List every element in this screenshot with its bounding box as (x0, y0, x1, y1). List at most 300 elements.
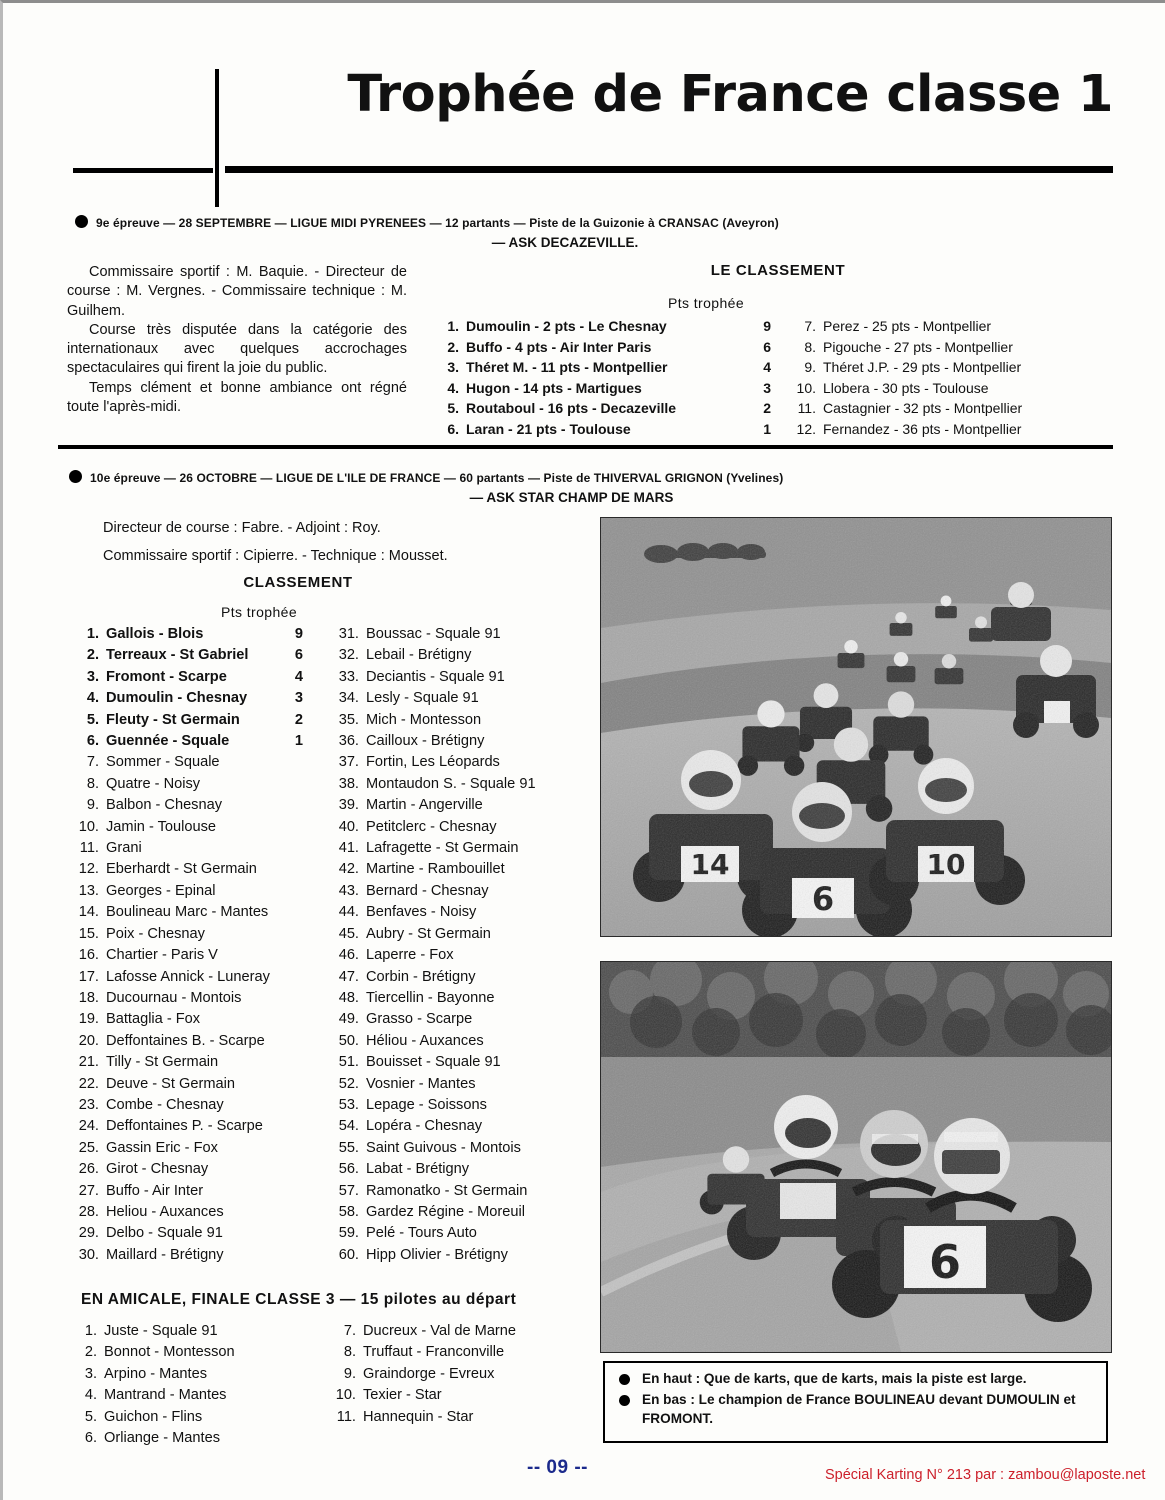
driver-entry: Quatre - Noisy (106, 775, 201, 792)
event10-official-1: Directeur de course : Fabre. - Adjoint : Roy. (103, 520, 381, 536)
rank-number: 11. (797, 400, 816, 417)
event9-report-p1: Course très disputée dans la catégorie des internationaux avec quelques accrochages spectaculaires qui firent la joie du public. (67, 321, 407, 377)
event9-header-line1: e épreuve — 28 SEPTEMBRE — LIGUE MIDI PYRENEES — 12 partants — Piste de la Guizonie à CRANSAC (Aveyron) (102, 216, 779, 230)
driver-entry: Grani (106, 840, 142, 857)
list-item (69, 1428, 319, 1449)
amicale-title: EN AMICALE, FINALE CLASSE 3 — 15 pilotes au départ (81, 1291, 517, 1308)
driver-entry: Aubry - St Germain (366, 925, 491, 942)
list-item (788, 316, 1118, 337)
list-item (71, 1009, 303, 1030)
list-item (331, 731, 591, 752)
driver-entry: Georges - Epinal (106, 882, 216, 899)
driver-entry: Eberhardt - St Germain (106, 861, 257, 878)
list-item (71, 1181, 303, 1202)
rank-number: 12. (78, 861, 99, 878)
list-item (331, 1074, 591, 1095)
driver-entry: Laran - 21 pts - Toulouse (466, 420, 631, 437)
list-item (331, 859, 591, 880)
list-item (71, 1095, 303, 1116)
list-item (328, 1364, 588, 1385)
list-item (71, 688, 303, 709)
page-title: Trophée de France classe 1 (347, 65, 1113, 124)
photo-top (600, 517, 1112, 937)
list-item (71, 1031, 303, 1052)
list-item (788, 419, 1118, 440)
rank-number: 45. (338, 925, 359, 942)
page-number: -- 09 -- (527, 1457, 588, 1478)
driver-entry: Maillard - Brétigny (106, 1246, 224, 1263)
driver-entry: Chartier - Paris V (106, 947, 218, 964)
list-item (71, 1223, 303, 1244)
rank-number: 12. (796, 420, 816, 437)
svg-text:10: 10 (926, 848, 966, 881)
rank-number: 31. (338, 626, 359, 642)
list-item (71, 1074, 303, 1095)
scan-credit: Spécial Karting N° 213 par : zambou@laposte.net (825, 1467, 1146, 1483)
rank-number: 27. (78, 1182, 99, 1199)
rank-number: 44. (338, 904, 359, 921)
event9-report (67, 263, 407, 417)
driver-entry: Dumoulin - Chesnay (106, 690, 248, 707)
driver-entry: Martine - Rambouillet (366, 861, 505, 878)
trophy-points: 3 (294, 690, 303, 707)
list-item (788, 337, 1118, 358)
list-item (331, 1031, 591, 1052)
driver-entry: Deciantis - Squale 91 (366, 668, 505, 685)
driver-entry: Gallois - Blois (106, 626, 204, 642)
event10-header (69, 468, 1114, 507)
driver-entry: Buffo - Air Inter (106, 1182, 204, 1199)
list-item (331, 1181, 591, 1202)
driver-entry: Martin - Angerville (366, 797, 483, 814)
driver-entry: Fleuty - St Germain (106, 711, 240, 728)
list-item (331, 1223, 591, 1244)
rank-number: 33. (338, 668, 359, 685)
rank-number: 7. (343, 1323, 356, 1339)
driver-entry: Mantrand - Mantes (104, 1387, 227, 1404)
driver-entry: Ducreux - Val de Marne (363, 1323, 517, 1339)
svg-text:6: 6 (811, 880, 835, 918)
trophy-points: 6 (763, 338, 771, 355)
list-item (331, 902, 591, 923)
rank-number: 5. (86, 711, 99, 728)
rank-number: 52. (338, 1075, 359, 1092)
rank-number: 5. (84, 1408, 97, 1425)
list-item (331, 988, 591, 1009)
trophy-points: 9 (763, 318, 771, 334)
driver-entry: Combe - Chesnay (106, 1096, 224, 1113)
rank-number: 5. (447, 400, 459, 417)
driver-entry: Laperre - Fox (366, 947, 454, 964)
event10-results-right (331, 624, 591, 1266)
driver-entry: Orliange - Mantes (104, 1430, 220, 1447)
list-item (328, 1321, 588, 1342)
rank-number: 30. (78, 1246, 99, 1263)
rank-number: 6. (447, 420, 459, 437)
rank-number: 39. (338, 797, 359, 814)
rank-number: 51. (338, 1054, 359, 1071)
driver-entry: Routaboul - 16 pts - Decazeville (466, 400, 677, 417)
event9-results-left (431, 316, 771, 440)
list-item (331, 967, 591, 988)
driver-entry: Gassin Eric - Fox (106, 1139, 218, 1156)
rank-number: 60. (338, 1246, 359, 1263)
list-item (71, 967, 303, 988)
svg-text:6: 6 (928, 1235, 962, 1289)
rank-number: 9. (804, 359, 816, 376)
rank-number: 4. (447, 379, 459, 396)
list-item (431, 337, 771, 358)
rank-number: 11. (336, 1408, 356, 1425)
masthead (63, 61, 1113, 211)
list-item (71, 902, 303, 923)
event9-header-line2: — ASK DECAZEVILLE. (491, 234, 639, 250)
rank-number: 4. (86, 690, 99, 707)
rank-number: 4. (84, 1387, 97, 1404)
rank-number: 6. (84, 1430, 97, 1447)
driver-entry: Théret M. - 11 pts - Montpellier (466, 359, 668, 376)
list-item (331, 667, 591, 688)
list-item (71, 838, 303, 859)
driver-entry: Arpino - Mantes (104, 1365, 208, 1382)
driver-entry: Hugon - 14 pts - Martigues (466, 379, 642, 396)
list-item (788, 378, 1118, 399)
list-item (331, 1095, 591, 1116)
trophy-points: 2 (763, 400, 771, 417)
rank-number: 37. (338, 754, 359, 771)
list-item (331, 688, 591, 709)
rank-number: 3. (86, 668, 99, 685)
rank-number: 2. (447, 338, 459, 355)
trophy-points: 1 (294, 733, 303, 750)
driver-entry: Terreaux - St Gabriel (106, 647, 249, 664)
trophy-points: 2 (294, 711, 303, 728)
driver-entry: Texier - Star (363, 1387, 442, 1404)
list-item (71, 945, 303, 966)
list-item (331, 774, 591, 795)
rank-number: 19. (78, 1011, 99, 1028)
list-item (71, 645, 303, 666)
rank-number: 13. (78, 882, 99, 899)
rank-number: 7. (804, 318, 816, 334)
caption-top: En haut : Que de karts, que de karts, mais la piste est large. (642, 1371, 1027, 1386)
rank-number: 6. (86, 733, 99, 750)
driver-entry: Ducournau - Montois (106, 989, 242, 1006)
driver-entry: Llobera - 30 pts - Toulouse (823, 379, 989, 396)
event9-classement-title: LE CLASSEMENT (710, 262, 846, 279)
list-item (331, 924, 591, 945)
rank-number: 38. (338, 775, 359, 792)
rank-number: 57. (338, 1182, 359, 1199)
event9-results-right (788, 316, 1118, 440)
list-item (331, 624, 591, 645)
rank-number: 41. (338, 840, 359, 857)
driver-entry: Corbin - Brétigny (366, 968, 476, 985)
driver-entry: Dumoulin - 2 pts - Le Chesnay (466, 318, 667, 334)
event9-ordinal: 9 (96, 216, 103, 230)
trophy-points: 3 (763, 379, 771, 396)
photo-bottom (600, 961, 1112, 1353)
rank-number: 11. (79, 840, 99, 857)
masthead-rule-right (225, 166, 1113, 173)
driver-entry: Tiercellin - Bayonne (366, 989, 495, 1006)
rank-number: 7. (86, 754, 99, 771)
driver-entry: Pigouche - 27 pts - Montpellier (823, 338, 1013, 355)
list-item (71, 667, 303, 688)
driver-entry: Gardez Régine - Moreuil (366, 1203, 525, 1220)
list-item (71, 859, 303, 880)
rank-number: 25. (78, 1139, 99, 1156)
list-item (71, 988, 303, 1009)
driver-entry: Lebail - Brétigny (366, 647, 472, 664)
driver-entry: Mich - Montesson (366, 711, 482, 728)
driver-entry: Benfaves - Noisy (366, 904, 477, 921)
list-item (431, 398, 771, 419)
driver-entry: Lepage - Soissons (366, 1096, 487, 1113)
list-item (431, 378, 771, 399)
driver-entry: Deffontaines P. - Scarpe (106, 1118, 263, 1135)
trophy-points: 1 (763, 420, 771, 437)
section-divider (58, 445, 1113, 449)
driver-entry: Delbo - Squale 91 (106, 1225, 223, 1242)
list-item (431, 316, 771, 337)
driver-entry: Lesly - Squale 91 (366, 690, 479, 707)
rank-number: 34. (338, 690, 359, 707)
rank-number: 2. (84, 1344, 97, 1361)
driver-entry: Fernandez - 36 pts - Montpellier (823, 420, 1022, 437)
rank-number: 58. (338, 1203, 359, 1220)
driver-entry: Pelé - Tours Auto (366, 1225, 477, 1242)
driver-entry: Boulineau Marc - Mantes (106, 904, 269, 921)
list-item (71, 795, 303, 816)
driver-entry: Labat - Brétigny (366, 1161, 470, 1178)
rank-number: 29. (78, 1225, 99, 1242)
list-item (71, 752, 303, 773)
list-item (69, 1342, 319, 1363)
list-item (331, 1159, 591, 1180)
list-item (71, 1159, 303, 1180)
rank-number: 22. (78, 1075, 99, 1092)
driver-entry: Saint Guivous - Montois (366, 1139, 521, 1156)
list-item (331, 795, 591, 816)
driver-entry: Deuve - St Germain (106, 1075, 235, 1092)
driver-entry: Tilly - St Germain (106, 1054, 219, 1071)
driver-entry: Deffontaines B. - Scarpe (106, 1032, 265, 1049)
driver-entry: Bonnot - Montesson (104, 1344, 235, 1361)
event10-header-line2: — ASK STAR CHAMP DE MARS (469, 489, 674, 505)
list-item (331, 752, 591, 773)
list-item (71, 731, 303, 752)
list-item (788, 357, 1118, 378)
rank-number: 17. (78, 968, 99, 985)
list-item (71, 1245, 303, 1266)
list-item (331, 710, 591, 731)
driver-entry: Juste - Squale 91 (104, 1323, 218, 1339)
driver-entry: Balbon - Chesnay (106, 797, 223, 814)
rank-number: 42. (338, 861, 359, 878)
list-item (788, 398, 1118, 419)
event9-report-p2: Temps clément et bonne ambiance ont régné toute l'après-midi. (67, 379, 407, 415)
trophy-points: 4 (763, 359, 771, 376)
list-item (331, 1009, 591, 1030)
driver-entry: Truffaut - Franconville (363, 1344, 505, 1361)
list-item (331, 645, 591, 666)
rank-number: 54. (338, 1118, 359, 1135)
list-item (331, 881, 591, 902)
caption-bottom: En bas : Le champion de France BOULINEAU devant DUMOULIN et FROMONT. (642, 1392, 1076, 1426)
list-item (71, 1202, 303, 1223)
bullet-icon (69, 470, 82, 483)
driver-entry: Boussac - Squale 91 (366, 626, 501, 642)
event9-officials: Commissaire sportif : M. Baquie. - Directeur de course : M. Vergnes. - Commissaire technique : M. Guilhem. (67, 264, 407, 319)
rank-number: 8. (804, 338, 816, 355)
driver-entry: Ramonatko - St Germain (366, 1182, 528, 1199)
list-item (71, 1052, 303, 1073)
driver-entry: Girot - Chesnay (106, 1161, 209, 1178)
rank-number: 8. (343, 1344, 356, 1361)
list-item (71, 1138, 303, 1159)
rank-number: 10. (796, 379, 816, 396)
photo-caption-box (603, 1361, 1108, 1443)
rank-number: 28. (78, 1203, 99, 1220)
rank-number: 53. (338, 1096, 359, 1113)
driver-entry: Lafragette - St Germain (366, 840, 519, 857)
event10-ordinal: 10 (90, 471, 104, 485)
rank-number: 10. (78, 818, 99, 835)
driver-entry: Bouisset - Squale 91 (366, 1054, 501, 1071)
list-item (331, 838, 591, 859)
rank-number: 20. (78, 1032, 99, 1049)
driver-entry: Bernard - Chesnay (366, 882, 489, 899)
driver-entry: Heliou - Auxances (106, 1203, 224, 1220)
list-item (331, 1052, 591, 1073)
driver-entry: Hannequin - Star (363, 1408, 474, 1425)
event10-results-left (71, 624, 303, 1266)
rank-number: 3. (447, 359, 459, 376)
caption-row (615, 1391, 1096, 1428)
rank-number: 56. (338, 1161, 359, 1178)
rank-number: 14. (78, 904, 99, 921)
rank-number: 26. (78, 1161, 99, 1178)
bullet-icon (619, 1395, 630, 1406)
driver-entry: Lopéra - Chesnay (366, 1118, 483, 1135)
amicale-results-left (69, 1321, 319, 1449)
list-item (328, 1342, 588, 1363)
rank-number: 47. (338, 968, 359, 985)
rank-number: 18. (78, 989, 99, 1006)
rank-number: 15. (78, 925, 99, 942)
rank-number: 49. (338, 1011, 359, 1028)
driver-entry: Perez - 25 pts - Montpellier (823, 318, 992, 334)
driver-entry: Héliou - Auxances (366, 1032, 484, 1049)
driver-entry: Guennée - Squale (106, 733, 230, 750)
trophy-points: 4 (294, 668, 303, 685)
list-item (71, 710, 303, 731)
driver-entry: Sommer - Squale (106, 754, 220, 771)
driver-entry: Guichon - Flins (104, 1408, 203, 1425)
driver-entry: Grasso - Scarpe (366, 1011, 473, 1028)
list-item (69, 1321, 319, 1342)
list-item (331, 1138, 591, 1159)
rank-number: 9. (343, 1365, 356, 1382)
rank-number: 1. (86, 626, 99, 642)
rank-number: 48. (338, 989, 359, 1006)
rank-number: 55. (338, 1139, 359, 1156)
rank-number: 50. (338, 1032, 359, 1049)
rank-number: 59. (338, 1225, 359, 1242)
driver-entry: Buffo - 4 pts - Air Inter Paris (466, 338, 652, 355)
rank-number: 23. (78, 1096, 99, 1113)
event9-pts-label: Pts trophée (668, 295, 744, 311)
event9-header (75, 213, 1115, 252)
driver-entry: Vosnier - Mantes (366, 1075, 476, 1092)
driver-entry: Théret J.P. - 29 pts - Montpellier (823, 359, 1022, 376)
svg-text:14: 14 (690, 848, 730, 881)
driver-entry: Montaudon S. - Squale 91 (366, 775, 536, 792)
list-item (69, 1385, 319, 1406)
list-item (331, 945, 591, 966)
bullet-icon (75, 215, 88, 228)
rank-number: 36. (338, 733, 359, 750)
event10-official-2: Commissaire sportif : Cipierre. - Technique : Mousset. (103, 547, 448, 564)
rank-number: 2. (86, 647, 99, 664)
list-item (71, 1116, 303, 1137)
list-item (331, 817, 591, 838)
driver-entry: Fortin, Les Léopards (366, 754, 500, 771)
list-item (431, 357, 771, 378)
list-item (71, 881, 303, 902)
driver-entry: Lafosse Annick - Luneray (106, 968, 270, 985)
list-item (331, 1116, 591, 1137)
driver-entry: Battaglia - Fox (106, 1011, 201, 1028)
driver-entry: Fromont - Scarpe (106, 668, 227, 685)
rank-number: 21. (78, 1054, 99, 1071)
rank-number: 43. (338, 882, 359, 899)
trophy-points: 6 (294, 647, 303, 664)
caption-row (615, 1370, 1096, 1388)
list-item (328, 1385, 588, 1406)
list-item (71, 817, 303, 838)
event10-pts-label: Pts trophée (221, 604, 297, 620)
rank-number: 10. (335, 1387, 356, 1404)
amicale-results-right (328, 1321, 588, 1428)
rank-number: 8. (86, 775, 99, 792)
rank-number: 3. (84, 1365, 97, 1382)
list-item (328, 1407, 588, 1428)
list-item (71, 624, 303, 645)
rank-number: 1. (84, 1323, 97, 1339)
list-item (71, 774, 303, 795)
rank-number: 1. (447, 318, 459, 334)
rank-number: 16. (78, 947, 99, 964)
driver-entry: Petitclerc - Chesnay (366, 818, 497, 835)
list-item (331, 1245, 591, 1266)
event10-officials (103, 515, 573, 570)
driver-entry: Castagnier - 32 pts - Montpellier (823, 400, 1023, 417)
driver-entry: Graindorge - Evreux (363, 1365, 495, 1382)
list-item (69, 1364, 319, 1385)
driver-entry: Jamin - Toulouse (106, 818, 217, 835)
rank-number: 24. (78, 1118, 99, 1135)
list-item (69, 1407, 319, 1428)
list-item (431, 419, 771, 440)
rank-number: 32. (338, 647, 359, 664)
event10-classement-title: CLASSEMENT (243, 574, 353, 591)
driver-entry: Hipp Olivier - Brétigny (366, 1246, 508, 1263)
rank-number: 35. (338, 711, 359, 728)
list-item (331, 1202, 591, 1223)
rank-number: 9. (86, 797, 99, 814)
